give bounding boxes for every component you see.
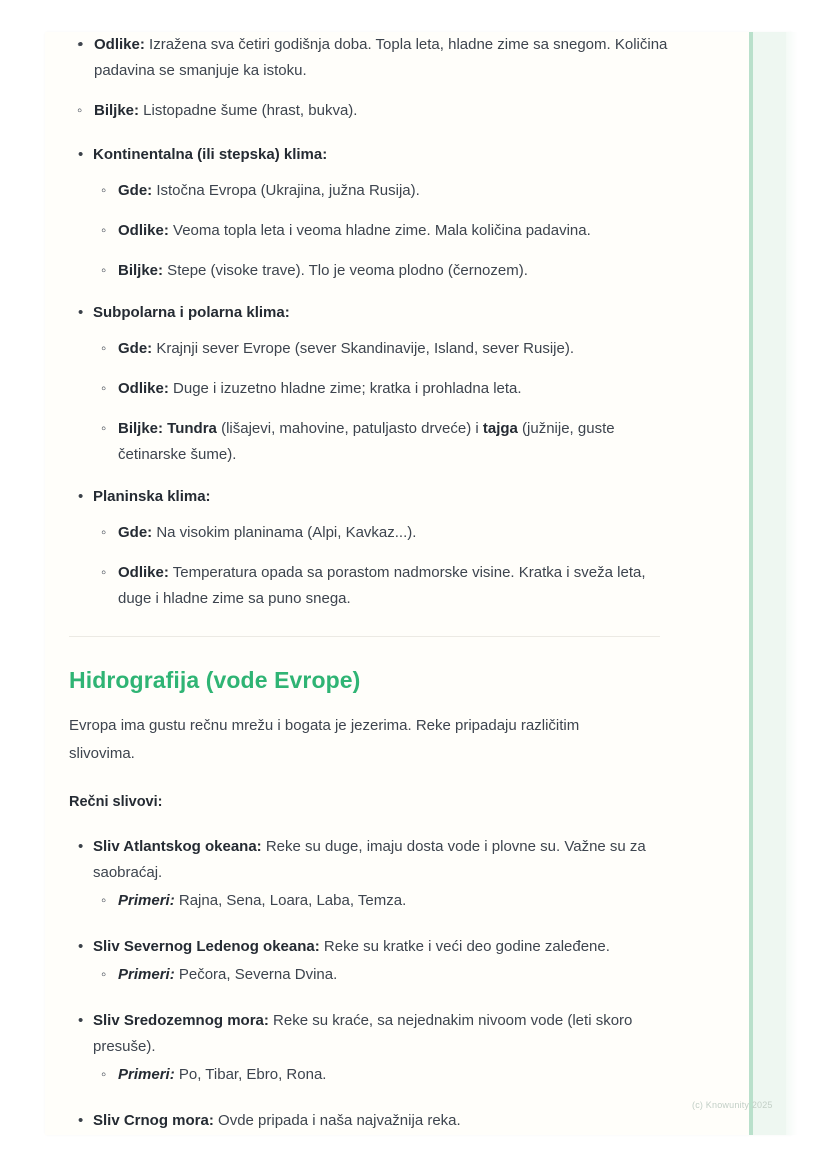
accent-panel-fade bbox=[786, 32, 798, 1135]
list-item bbox=[93, 520, 669, 546]
sub-item-text: Izražena sva četiri godišnja doba. Topla leta, hladne zime sa snegom. Količina padavina se smanjuje ka istoku. bbox=[94, 36, 668, 79]
sub-item-label: Gde: bbox=[118, 182, 153, 199]
climate-subitems bbox=[93, 520, 669, 612]
list-item bbox=[93, 376, 669, 402]
basin-name: Sliv Atlantskog okeana: bbox=[93, 838, 262, 855]
sub-item-label: Gde: bbox=[118, 340, 153, 357]
basin-examples bbox=[93, 962, 669, 988]
basin-name: Sliv Sredozemnog mora: bbox=[93, 1012, 269, 1029]
sub-item-text: Istočna Evropa (Ukrajina, južna Rusija). bbox=[152, 182, 420, 199]
section-divider bbox=[69, 636, 660, 637]
examples-text: Pečora, Severna Dvina. bbox=[174, 966, 338, 983]
intro-paragraph: Evropa ima gustu rečnu mrežu i bogata je jezerima. Reke pripadaju različitim slivovima. bbox=[69, 717, 580, 762]
sub-item-tail: (južnije, guste četinarske šume). bbox=[118, 420, 615, 463]
sub-item-label: Gde: bbox=[118, 524, 153, 541]
sub-item-text: Na visokim planinama (Alpi, Kavkaz...). bbox=[152, 524, 417, 541]
climate-subitems bbox=[69, 32, 669, 124]
list-item bbox=[69, 98, 669, 124]
basin-desc: Reke su kraće, sa nejednakim nivoom vode (leti skoro presuše). bbox=[93, 1012, 633, 1055]
list-item bbox=[69, 32, 669, 84]
list-item bbox=[93, 416, 669, 468]
basin-name: Sliv Severnog Ledenog okeana: bbox=[93, 938, 320, 955]
list-item-basin bbox=[69, 834, 669, 914]
sub-item-text: Krajnji sever Evrope (sever Skandinavije, Island, sever Rusije). bbox=[152, 340, 575, 357]
list-item-subpolarna bbox=[69, 300, 669, 468]
list-item bbox=[93, 336, 669, 362]
climate-subitems bbox=[93, 336, 669, 468]
basin-desc: Reke su duge, imaju dosta vode i plovne su. Važne su za saobraćaj. bbox=[93, 838, 646, 881]
subsection-label: Rečni slivovi: bbox=[69, 794, 163, 810]
list-item bbox=[93, 178, 669, 204]
examples-text: Po, Tibar, Ebro, Rona. bbox=[174, 1066, 327, 1083]
basin-examples bbox=[93, 888, 669, 914]
climate-heading: Kontinentalna (ili stepska) klima: bbox=[93, 146, 328, 163]
examples-label: Primeri: bbox=[118, 1066, 175, 1083]
list-item bbox=[93, 888, 669, 914]
sub-item-text: Duge i izuzetno hladne zime; kratka i prohladna leta. bbox=[168, 380, 522, 397]
examples-label: Primeri: bbox=[118, 966, 175, 983]
sub-item-label: Odlike: bbox=[94, 36, 145, 53]
sub-item-text: Stepe (visoke trave). Tlo je veoma plodno (černozem). bbox=[163, 262, 528, 279]
examples-label: Primeri: bbox=[118, 892, 175, 909]
sub-item-label: Biljke: bbox=[118, 262, 164, 279]
sub-item-label: Odlike: bbox=[118, 222, 169, 239]
basin-name: Sliv Crnog mora: bbox=[93, 1112, 214, 1129]
climate-subitems bbox=[93, 178, 669, 284]
climate-heading: Subpolarna i polarna klima: bbox=[93, 304, 290, 321]
page-title: Hidrografija (vode Evrope) bbox=[69, 667, 361, 693]
basin-desc: Reke su kratke i veći deo godine zaleđene. bbox=[319, 938, 610, 955]
list-item-planinska bbox=[69, 484, 669, 612]
list-item-kontinentalna bbox=[69, 142, 669, 284]
sub-item-text: Temperatura opada sa porastom nadmorske visine. Kratka i sveža leta, duge i hladne zime sa puno snega. bbox=[118, 564, 646, 607]
list-item-continued bbox=[69, 32, 669, 124]
examples-text: Rajna, Sena, Loara, Laba, Temza. bbox=[174, 892, 407, 909]
list-item bbox=[93, 218, 669, 244]
list-item-basin bbox=[69, 934, 669, 988]
list-item-basin bbox=[69, 1108, 669, 1134]
sub-item-text: Listopadne šume (hrast, bukva). bbox=[139, 102, 358, 119]
sub-item-label: Odlike: bbox=[118, 380, 169, 397]
sub-item-text: Veoma topla leta i veoma hladne zime. Mala količina padavina. bbox=[168, 222, 591, 239]
sub-item-label: Biljke: bbox=[118, 420, 164, 437]
list-item bbox=[93, 1062, 669, 1088]
list-item bbox=[93, 258, 669, 284]
sub-item-bold-b: tajga bbox=[482, 420, 518, 437]
basin-examples bbox=[93, 1062, 669, 1088]
climate-list bbox=[69, 32, 669, 612]
footer-watermark: (c) Knowunity 2025 bbox=[692, 1100, 773, 1110]
river-basin-list bbox=[69, 834, 669, 1134]
sub-item-bold-a: Tundra bbox=[163, 420, 217, 437]
sub-item-mid: (lišajevi, mahovine, patuljasto drveće) i bbox=[216, 420, 483, 437]
list-item bbox=[93, 560, 669, 612]
sub-item-label: Odlike: bbox=[118, 564, 169, 581]
climate-heading: Planinska klima: bbox=[93, 488, 211, 505]
document-content bbox=[69, 32, 669, 1150]
sub-item-label: Biljke: bbox=[94, 102, 140, 119]
list-item bbox=[93, 962, 669, 988]
basin-desc: Ovde pripada i naša najvažnija reka. bbox=[213, 1112, 461, 1129]
list-item-basin bbox=[69, 1008, 669, 1088]
